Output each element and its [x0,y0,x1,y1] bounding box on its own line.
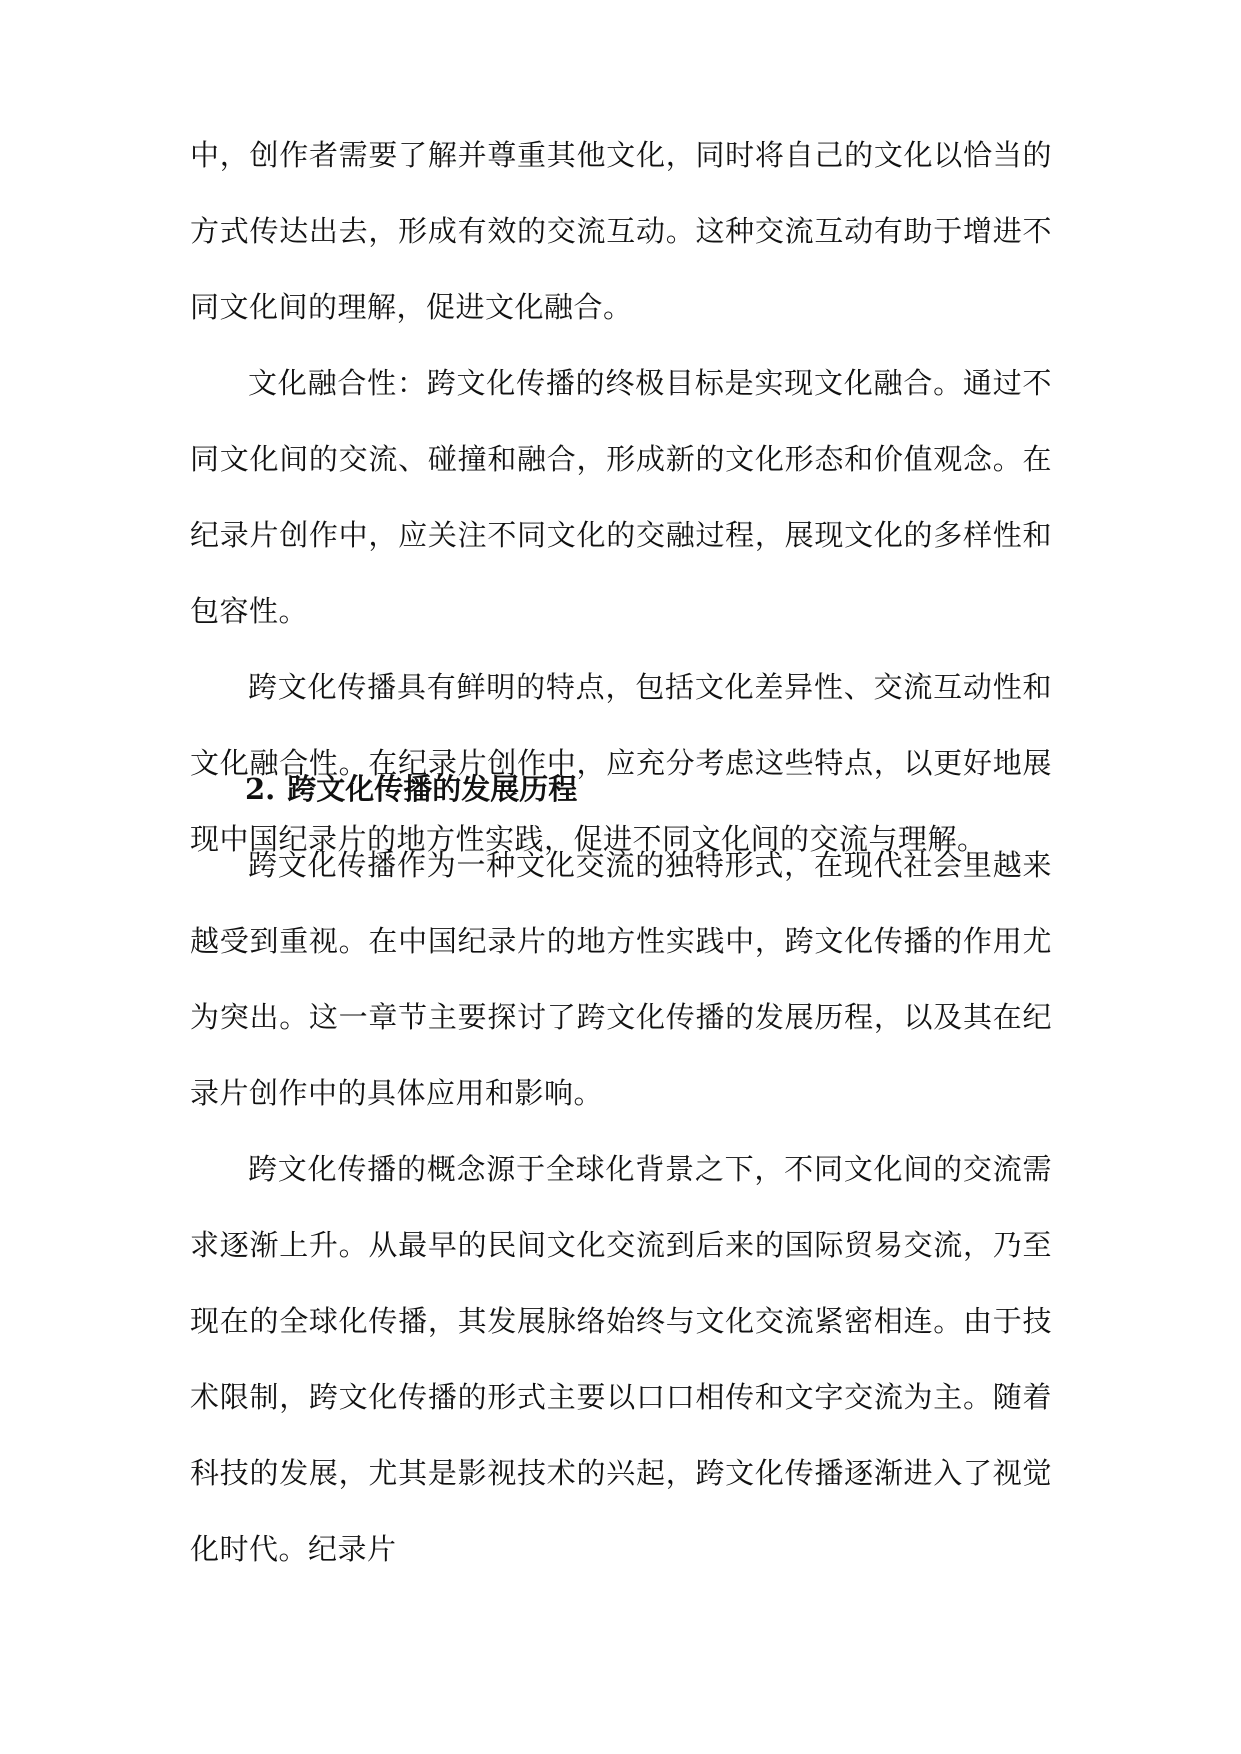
paragraph-intro: 跨文化传播作为一种文化交流的独特形式，在现代社会里越来越受到重视。在中国纪录片的地方性实践中，跨文化传播的作用尤为突出。这一章节主要探讨了跨文化传播的发展历程，以及其在纪录片创作中的具体应用和影响。 [190,848,1052,1110]
section-heading [245,751,577,827]
heading-title: 跨文化传播的发展历程 [287,772,578,806]
paragraph-cultural-fusion: 文化融合性：跨文化传播的终极目标是实现文化融合。通过不同文化间的交流、碰撞和融合，形成新的文化形态和价值观念。在纪录片创作中，应关注不同文化的交融过程，展现文化的多样性和包容性。 [190,366,1052,628]
section-2-text [190,827,1052,1587]
heading-number: 2. [245,772,276,806]
paragraph-history: 跨文化传播的概念源于全球化背景之下，不同文化间的交流需求逐渐上升。从最早的民间文化交流到后来的国际贸易交流，乃至现在的全球化传播，其发展脉络始终与文化交流紧密相连。由于技术限制，跨文化传播的形式主要以口口相传和文字交流为主。随着科技的发展，尤其是影视技术的兴起，跨文化传播逐渐进入了视觉化时代。纪录片 [190,1152,1052,1566]
paragraph-continuation: 中，创作者需要了解并尊重其他文化，同时将自己的文化以恰当的方式传达出去，形成有效的交流互动。这种交流互动有助于增进不同文化间的理解，促进文化融合。 [190,138,1052,324]
paragraph-summary: 跨文化传播具有鲜明的特点，包括文化差异性、交流互动性和文化融合性。在纪录片创作中，应充分考虑这些特点，以更好地展现中国纪录片的地方性实践，促进不同文化间的交流与理解。 [190,670,1052,856]
